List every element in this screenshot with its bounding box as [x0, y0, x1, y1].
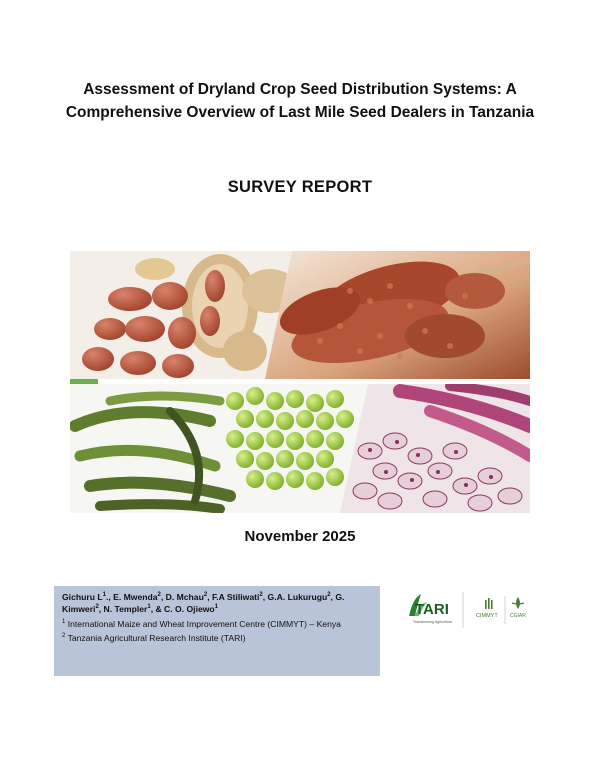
author-name: , G.A. Lukurugu: [262, 592, 328, 602]
pigeon-pea-photo: [70, 381, 370, 513]
author-list: [62, 591, 372, 615]
author-affiliation-marker: 2: [259, 592, 263, 599]
author-affiliation-marker: 1: [214, 604, 219, 611]
cimmyt-logo-text: CIMMYT: [476, 613, 498, 619]
sorghum-photo: [260, 251, 530, 381]
author-affiliation-marker: 1: [102, 592, 106, 599]
author-name: ., E. Mwenda: [105, 592, 158, 602]
partner-logos: [405, 586, 535, 634]
tari-tagline: Transforming Agriculture: [413, 620, 453, 624]
author-name: , N. Templer: [98, 604, 148, 614]
affiliation-marker: 1: [62, 619, 66, 626]
author-affiliation-marker: 2: [95, 604, 99, 611]
affiliation-2: [62, 632, 372, 644]
tari-logo-text: TARI: [415, 601, 449, 618]
affiliation-1: [62, 618, 372, 630]
report-subtitle: SURVEY REPORT: [227, 178, 373, 196]
green-accent-bar: [70, 379, 98, 384]
author-name: , G. Kimweri: [62, 592, 345, 614]
cimmyt-logo: [476, 598, 498, 619]
cgiar-logo: [510, 597, 526, 619]
author-affiliation-marker: 2: [157, 592, 161, 599]
title-line-2: Comprehensive Overview of Last Mile Seed Dealers in Tanzania: [65, 104, 535, 121]
authors-panel: [54, 586, 380, 676]
affiliation-text: Tanzania Agricultural Research Institute (TARI): [65, 633, 246, 643]
report-title: [30, 78, 570, 124]
affiliation-text: International Maize and Wheat Improvement Centre (CIMMYT) – Kenya: [65, 619, 341, 629]
cgiar-logo-text: CGIAR: [510, 613, 526, 619]
author-name: Gichuru L: [62, 592, 103, 602]
author-name: , F.A Stiliwati: [207, 592, 260, 602]
author-name: , & C. O. Ojiewo: [150, 604, 215, 614]
report-date: November 2025: [244, 528, 356, 545]
author-name: , D. Mchau: [160, 592, 204, 602]
author-affiliation-marker: 2: [327, 592, 331, 599]
tari-logo: [409, 594, 452, 624]
author-affiliation-marker: 2: [203, 592, 208, 599]
author-affiliation-marker: 1: [147, 604, 151, 611]
affiliation-marker: 2: [62, 633, 66, 640]
groundnut-photo: [70, 251, 300, 381]
crop-photo-collage: [70, 251, 530, 513]
title-line-1: Assessment of Dryland Crop Seed Distribution Systems: A: [83, 81, 517, 98]
